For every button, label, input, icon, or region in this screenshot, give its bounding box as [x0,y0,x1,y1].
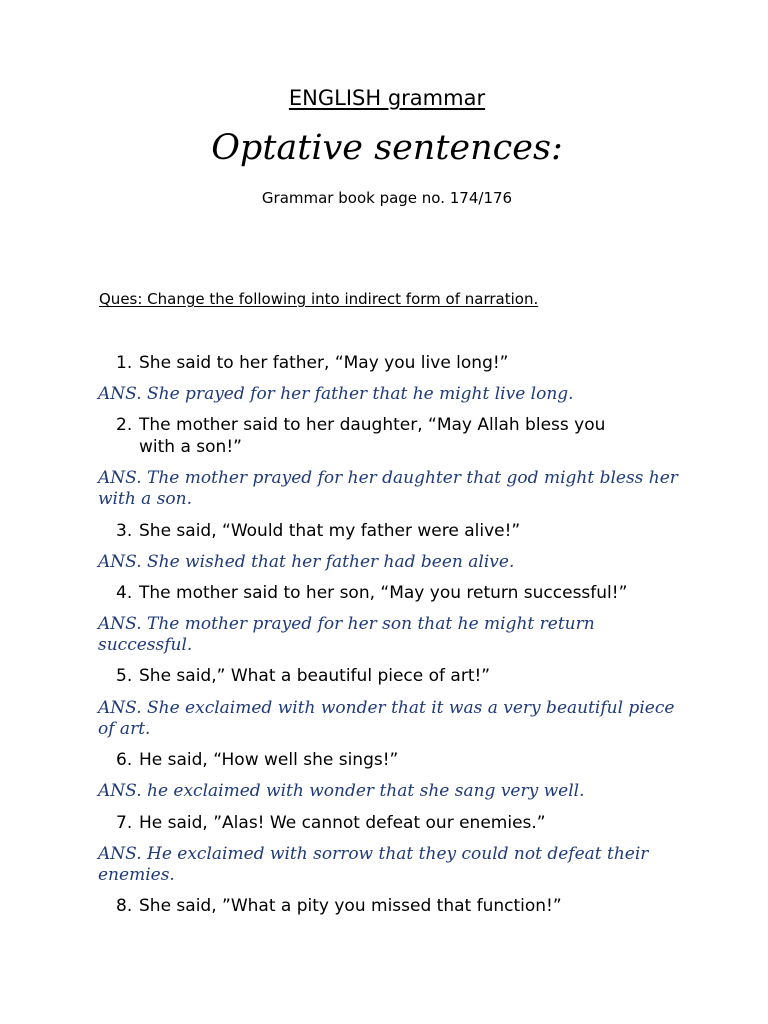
answer-text: ANS. he exclaimed with wonder that she sang very well. [98,781,585,801]
question-text: He said, “How well she sings!” [139,750,399,770]
answer-text: ANS. She prayed for her father that he might live long. [98,384,574,404]
question-text: The mother said to her daughter, “May Allah bless you [139,415,606,435]
question-text: She said, ”What a pity you missed that function!” [139,896,562,916]
question-text: He said, ”Alas! We cannot defeat our enemies.” [139,813,546,833]
page-title: Optative sentences: [211,128,563,168]
question-number: 4. [116,583,133,603]
answer-text: ANS. She exclaimed with wonder that it was a very beautiful piece of art. [98,698,675,739]
question-text: She said to her father, “May you live long!” [139,353,509,373]
book-reference: Grammar book page no. 174/176 [261,189,513,207]
question-text: She said,” What a beautiful piece of art!” [139,666,491,686]
question-number: 7. [116,813,133,833]
question-text: The mother said to her son, “May you return successful!” [139,583,628,603]
question-number: 3. [116,521,133,541]
answer-text: ANS. The mother prayed for her son that he might return successful. [98,614,595,655]
answer-text: ANS. He exclaimed with sorrow that they could not defeat their enemies. [98,844,649,885]
question-text: with a son!” [139,437,242,457]
question-number: 5. [116,666,133,686]
document-header-title: ENGLISH grammar [288,86,486,110]
question-number: 1. [116,353,133,373]
answer-text: ANS. The mother prayed for her daughter that god might bless her with a son. [98,468,678,509]
question-number: 2. [116,415,133,435]
question-text: She said, “Would that my father were alive!” [139,521,521,541]
question-number: 6. [116,750,133,770]
question-number: 8. [116,896,133,916]
question-instruction: Ques: Change the following into indirect form of narration. [99,290,539,308]
answer-text: ANS. She wished that her father had been alive. [98,552,515,572]
